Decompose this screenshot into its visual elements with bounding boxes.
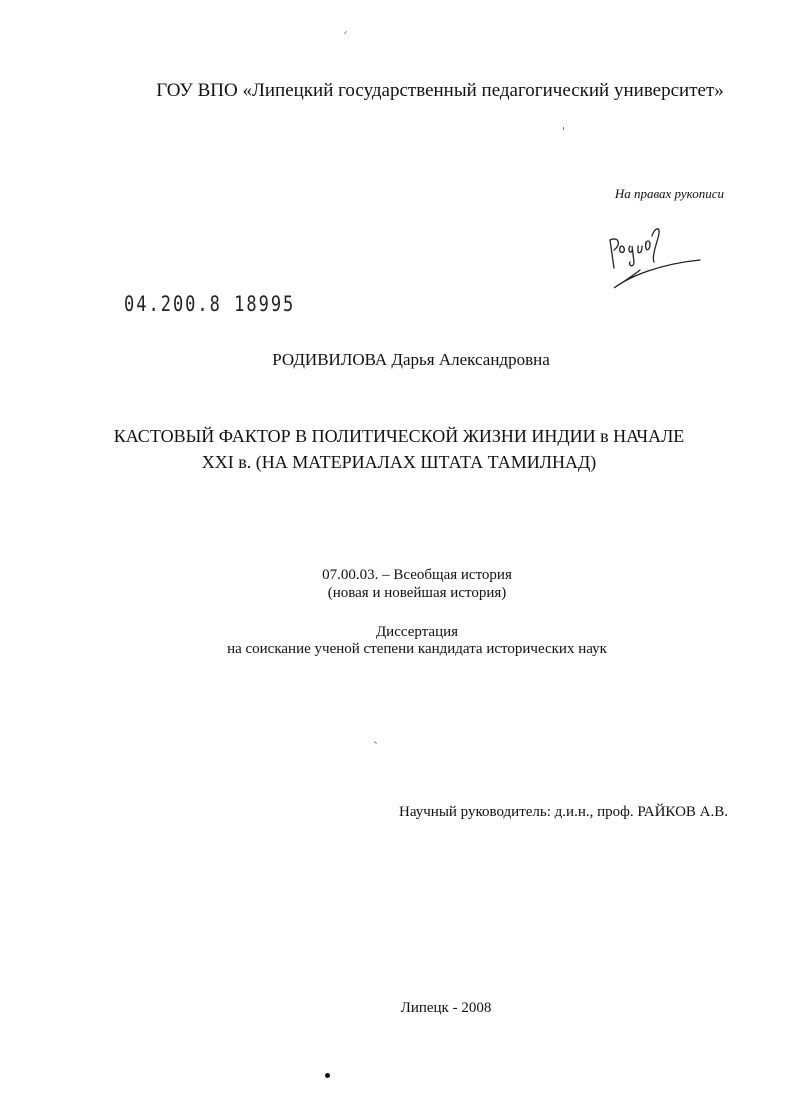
specialty-subfield: (новая и новейшая история) bbox=[327, 585, 507, 601]
dissertation-title bbox=[0, 423, 798, 475]
institution-name: ГОУ ВПО «Липецкий государственный педагогический университет» bbox=[156, 80, 724, 101]
specialty-block bbox=[0, 566, 798, 602]
title-line-2: XXI в. (НА МАТЕРИАЛАХ ШТАТА ТАМИЛНАД) bbox=[201, 452, 597, 472]
city-year: Липецк - 2008 bbox=[400, 1000, 492, 1016]
manuscript-note: На правах рукописи bbox=[614, 186, 724, 201]
scan-speck bbox=[374, 741, 377, 744]
scan-speck bbox=[344, 31, 347, 34]
title-line-1: КАСТОВЫЙ ФАКТОР В ПОЛИТИЧЕСКОЙ ЖИЗНИ ИНДИИ в НАЧАЛЕ bbox=[113, 426, 685, 446]
degree-purpose: на соискание ученой степени кандидата исторических наук bbox=[227, 641, 607, 657]
author-name: РОДИВИЛОВА Дарья Александровна bbox=[272, 350, 550, 369]
scan-speck bbox=[563, 127, 564, 130]
specialty-code: 07.00.03. – Всеобщая история bbox=[322, 567, 512, 583]
archive-number: 04.200.8 18995 bbox=[124, 292, 296, 317]
degree-block bbox=[0, 624, 798, 658]
supervisor: Научный руководитель: д.и.н., проф. РАЙКОВ А.В. bbox=[399, 804, 728, 820]
degree-type: Диссертация bbox=[375, 624, 459, 640]
scan-dot bbox=[325, 1073, 330, 1078]
signature bbox=[600, 218, 710, 298]
